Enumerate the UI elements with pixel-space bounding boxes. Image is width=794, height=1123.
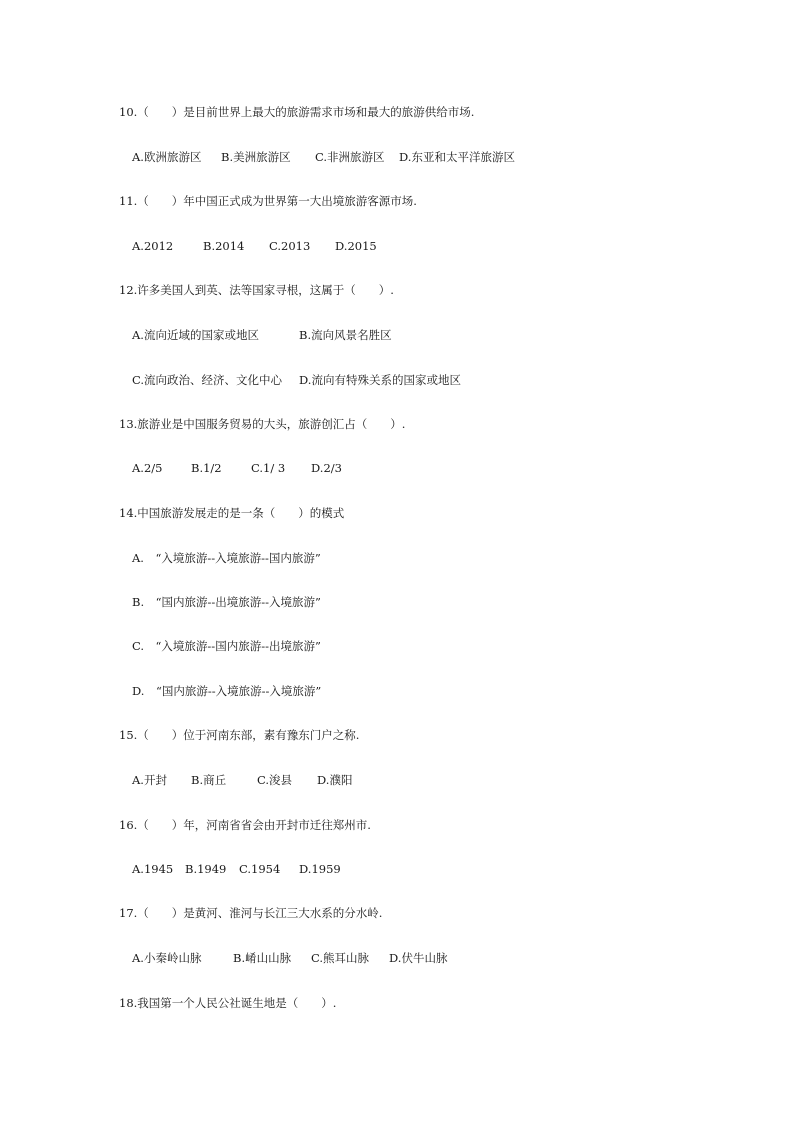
option-a: A.流向近域的国家或地区 bbox=[132, 328, 259, 342]
option-a: A.2012 bbox=[132, 239, 174, 253]
question-stem: 17.（ ）是黄河、淮河与长江三大水系的分水岭. bbox=[119, 906, 383, 920]
option-b: B.商丘 bbox=[191, 773, 227, 787]
option-b: B. “国内旅游--出境旅游--入境旅游” bbox=[132, 595, 321, 609]
option-c: C.非洲旅游区 bbox=[315, 150, 385, 164]
option-a: A.1945 bbox=[132, 862, 174, 876]
option-c: C.1954 bbox=[239, 862, 281, 876]
question-stem: 10.（ ）是目前世界上最大的旅游需求市场和最大的旅游供给市场. bbox=[119, 105, 475, 119]
question-stem: 15.（ ）位于河南东部，素有豫东门户之称. bbox=[119, 728, 360, 742]
option-d: D.濮阳 bbox=[317, 773, 353, 787]
option-a: A.开封 bbox=[132, 773, 167, 787]
option-b: B.流向风景名胜区 bbox=[299, 328, 392, 342]
question-stem: 11.（ ）年中国正式成为世界第一大出境旅游客源市场. bbox=[119, 194, 417, 208]
option-d: D.伏牛山脉 bbox=[389, 951, 448, 965]
option-c: C.流向政治、经济、文化中心 bbox=[132, 373, 283, 387]
option-b: B.1949 bbox=[185, 862, 227, 876]
option-c: C.熊耳山脉 bbox=[311, 951, 370, 965]
option-a: A.2/5 bbox=[132, 461, 163, 475]
option-b: B.1/2 bbox=[191, 461, 222, 475]
option-d: D.2/3 bbox=[311, 461, 342, 475]
option-d: D.2015 bbox=[335, 239, 377, 253]
option-d: D.1959 bbox=[299, 862, 341, 876]
option-a: A.欧洲旅游区 bbox=[132, 150, 202, 164]
question-stem: 18.我国第一个人民公社诞生地是（ ）. bbox=[119, 996, 337, 1010]
option-b: B.美洲旅游区 bbox=[221, 150, 291, 164]
option-d: D.流向有特殊关系的国家或地区 bbox=[299, 373, 461, 387]
question-stem: 12.许多美国人到英、法等国家寻根，这属于（ ）. bbox=[119, 283, 394, 297]
option-a: A. “入境旅游--入境旅游--国内旅游” bbox=[132, 551, 321, 565]
option-b: B.2014 bbox=[203, 239, 245, 253]
question-stem: 14.中国旅游发展走的是一条（ ）的模式 bbox=[119, 506, 345, 520]
option-c: C.2013 bbox=[269, 239, 311, 253]
option-d: D. “国内旅游--入境旅游--入境旅游” bbox=[132, 684, 322, 698]
option-c: C. “入境旅游--国内旅游--出境旅游” bbox=[132, 639, 321, 653]
option-d: D.东亚和太平洋旅游区 bbox=[399, 150, 515, 164]
option-a: A.小秦岭山脉 bbox=[132, 951, 202, 965]
question-stem: 16.（ ）年，河南省省会由开封市迁往郑州市. bbox=[119, 818, 371, 832]
option-b: B.崤山山脉 bbox=[233, 951, 292, 965]
question-stem: 13.旅游业是中国服务贸易的大头，旅游创汇占（ ）. bbox=[119, 417, 406, 431]
option-c: C.浚县 bbox=[257, 773, 293, 787]
option-c: C.1/ 3 bbox=[251, 461, 286, 475]
